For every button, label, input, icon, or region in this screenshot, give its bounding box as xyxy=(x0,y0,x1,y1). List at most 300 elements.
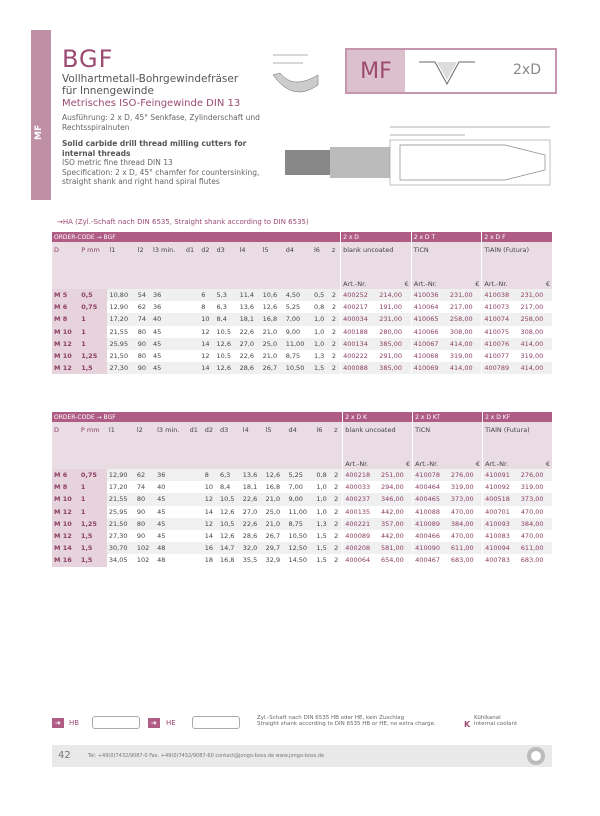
table-cell: 29,7 xyxy=(264,542,287,554)
artnr-header: Art.-Nr. xyxy=(483,458,519,469)
table-cell: 1,5 xyxy=(314,554,332,566)
table-cell: 276,00 xyxy=(519,469,552,481)
table-cell: 21,55 xyxy=(107,493,135,505)
table-cell: 40 xyxy=(155,481,188,493)
table-cell: M 6 xyxy=(52,301,79,313)
table-cell: 231,00 xyxy=(518,289,552,301)
table-cell: M 12 xyxy=(52,362,79,374)
table-cell: 442,00 xyxy=(379,530,413,542)
table-cell: 12 xyxy=(203,493,218,505)
table-cell: 1 xyxy=(79,493,107,505)
table-cell: 400089 xyxy=(343,530,379,542)
table-cell: 400088 xyxy=(341,362,378,374)
table-cell: 410088 xyxy=(413,506,449,518)
table-cell: 12,6 xyxy=(218,530,241,542)
table-cell: 10,50 xyxy=(284,362,312,374)
side-label: MF xyxy=(34,124,44,140)
table-row xyxy=(52,362,552,374)
table-cell: 90 xyxy=(136,362,151,374)
col-header: l2 xyxy=(136,242,151,278)
he-badge: ➜ xyxy=(148,718,160,728)
col-header: l1 xyxy=(107,242,135,278)
table-cell: 400222 xyxy=(341,350,378,362)
table-cell: 1,5 xyxy=(312,362,330,374)
table-cell: 400789 xyxy=(482,362,519,374)
table-cell: 1,5 xyxy=(79,554,107,566)
table-row xyxy=(52,481,552,493)
table-cell: 14 xyxy=(203,530,218,542)
table-cell: 5,25 xyxy=(284,301,312,313)
col-header: z xyxy=(330,242,341,278)
table-cell: 1 xyxy=(79,481,107,493)
table-cell: 40 xyxy=(151,313,184,325)
table-cell: 2 xyxy=(332,493,343,505)
table-cell: 45 xyxy=(151,338,184,350)
table-cell: 214,00 xyxy=(377,289,411,301)
table-cell: 14,7 xyxy=(218,542,241,554)
table-cell: 8,4 xyxy=(215,313,238,325)
price-header: € xyxy=(449,458,483,469)
table-cell: 45 xyxy=(155,506,188,518)
hb-badge: ➜ xyxy=(52,718,64,728)
table-cell: 21,0 xyxy=(261,350,284,362)
desc-en2: Specification: 2 x D, 45° chamfer for countersinking, straight shank and right hand spiral flutes xyxy=(62,167,260,186)
table-cell: 1,5 xyxy=(79,542,107,554)
hb-label: HB xyxy=(69,719,80,727)
table-row xyxy=(52,301,552,313)
table-cell: 1 xyxy=(79,506,107,518)
table-cell: M 12 xyxy=(52,338,79,350)
table-cell: 48 xyxy=(155,554,188,566)
coating-header: TiAlN (Futura) xyxy=(483,422,552,458)
he-shank-icon xyxy=(192,716,240,729)
table-cell: 21,50 xyxy=(107,518,135,530)
price-header: € xyxy=(379,458,413,469)
table-cell: 400466 xyxy=(413,530,449,542)
table-cell: 11,00 xyxy=(286,506,314,518)
table-cell: 16 xyxy=(203,542,218,554)
table-cell: 27,0 xyxy=(238,338,261,350)
table-cell: 1,0 xyxy=(314,493,332,505)
table-cell: 21,55 xyxy=(107,326,135,338)
subtitle-en: Solid carbide drill thread milling cutters for internal threads xyxy=(62,139,247,158)
table-cell: 90 xyxy=(135,506,155,518)
table-cell xyxy=(184,326,199,338)
table-cell: 258,00 xyxy=(518,313,552,325)
table-cell: 10,5 xyxy=(215,326,238,338)
artnr-header: Art.-Nr. xyxy=(341,278,378,289)
table-cell: 2 xyxy=(332,542,343,554)
table-cell: 45 xyxy=(151,326,184,338)
table-cell: 291,00 xyxy=(377,350,411,362)
col-header: l6 xyxy=(314,422,332,458)
tool-drawing xyxy=(265,115,555,210)
table-cell: M 10 xyxy=(52,518,79,530)
table-cell: 470,00 xyxy=(519,506,552,518)
table-cell: 25,0 xyxy=(261,338,284,350)
table-cell: 410091 xyxy=(483,469,519,481)
table-cell: 1,3 xyxy=(314,518,332,530)
table-cell: 231,00 xyxy=(377,313,411,325)
table-cell: 32,0 xyxy=(241,542,264,554)
price-header: € xyxy=(448,278,482,289)
table-cell: 319,00 xyxy=(448,350,482,362)
table-cell xyxy=(188,518,203,530)
table-cell: 11,4 xyxy=(238,289,261,301)
table-cell: 16,8 xyxy=(264,481,287,493)
col-header: d2 xyxy=(203,422,218,458)
table-cell: 2 xyxy=(330,313,341,325)
table-cell: 25,95 xyxy=(107,338,135,350)
table-cell: 410078 xyxy=(413,469,449,481)
table-cell: 400034 xyxy=(341,313,378,325)
table-cell: 7,00 xyxy=(286,481,314,493)
table-cell xyxy=(184,301,199,313)
table-cell: 10,5 xyxy=(218,518,241,530)
table-cell: 414,00 xyxy=(518,338,552,350)
table-cell: 26,7 xyxy=(261,362,284,374)
table-cell: 2 xyxy=(332,518,343,530)
table-cell: 45 xyxy=(155,530,188,542)
table-cell xyxy=(188,469,203,481)
col-header: d2 xyxy=(199,242,214,278)
table-cell: 27,30 xyxy=(107,362,135,374)
contact-line: Tel. +49(0)7432/9087-0 Fax. +49(0)7432/9087-60 contact@jongo-boss.de www.jongo-boss.de xyxy=(88,753,325,759)
table-cell: 2 xyxy=(330,326,341,338)
table-cell: 410073 xyxy=(482,301,519,313)
shank-legend xyxy=(52,712,552,737)
subtitle-de: Vollhartmetall-Bohrgewindefräser für Innengewinde xyxy=(62,73,239,97)
table-cell: 1 xyxy=(79,326,107,338)
mf-badge xyxy=(345,48,557,94)
table-cell: 1,5 xyxy=(314,530,332,542)
table-cell: 400134 xyxy=(341,338,378,350)
group-header: 2 x D T xyxy=(411,232,482,242)
table-cell xyxy=(184,289,199,301)
col-header: l2 xyxy=(135,422,155,458)
table-cell: M 10 xyxy=(52,493,79,505)
table-cell: 410066 xyxy=(411,326,448,338)
brand-logo-icon xyxy=(526,746,546,766)
table-cell: 294,00 xyxy=(379,481,413,493)
table-cell xyxy=(188,542,203,554)
table-cell: 62 xyxy=(135,469,155,481)
table-cell xyxy=(188,481,203,493)
table-cell: 10 xyxy=(199,313,214,325)
mf-factor: 2xD xyxy=(513,62,541,78)
table-cell: 22,6 xyxy=(241,493,264,505)
table-cell: 5,3 xyxy=(215,289,238,301)
table-cell: 400218 xyxy=(343,469,379,481)
table-cell: 21,50 xyxy=(107,350,135,362)
table-cell: 2 xyxy=(330,362,341,374)
table-row xyxy=(52,289,552,301)
table-cell: 470,00 xyxy=(449,506,483,518)
table-cell: 16,8 xyxy=(261,313,284,325)
coolant-note xyxy=(474,715,517,727)
group-header: 2 x D xyxy=(341,232,412,242)
table-cell: 470,00 xyxy=(449,530,483,542)
table-cell: 21,0 xyxy=(264,493,287,505)
table-cell: 6,3 xyxy=(215,301,238,313)
table-cell: 12,6 xyxy=(215,362,238,374)
table-cell: 400064 xyxy=(343,554,379,566)
col-header: l3 min. xyxy=(151,242,184,278)
table-cell: 191,00 xyxy=(377,301,411,313)
table-cell: 9,00 xyxy=(284,326,312,338)
table-cell: 373,00 xyxy=(519,493,552,505)
table-cell: 27,30 xyxy=(107,530,135,542)
table-cell: 410069 xyxy=(411,362,448,374)
table-cell xyxy=(184,338,199,350)
table-cell: 346,00 xyxy=(379,493,413,505)
table-row xyxy=(52,493,552,505)
table-cell: 2 xyxy=(330,289,341,301)
table-cell: 400783 xyxy=(483,554,519,566)
table-cell: 0,5 xyxy=(312,289,330,301)
table-cell: M 16 xyxy=(52,554,79,566)
table-cell xyxy=(188,506,203,518)
table-row xyxy=(52,554,552,566)
table-cell: 6 xyxy=(199,289,214,301)
table-cell: 22,6 xyxy=(241,518,264,530)
table-cell: 90 xyxy=(135,530,155,542)
table-cell: 385,00 xyxy=(377,338,411,350)
artnr-header: Art.-Nr. xyxy=(411,278,448,289)
group-header: 2 x D KT xyxy=(413,412,483,422)
table-cell: 683,00 xyxy=(519,554,552,566)
table-cell: 12 xyxy=(199,350,214,362)
order-code: ORDER-CODE → BGF xyxy=(52,232,341,242)
table-cell: 74 xyxy=(135,481,155,493)
table-cell: M 10 xyxy=(52,350,79,362)
hb-shank-icon xyxy=(92,716,140,729)
table-cell: 1 xyxy=(79,338,107,350)
table-cell: 1,0 xyxy=(314,481,332,493)
table-cell: 10,50 xyxy=(286,530,314,542)
table-cell: 410064 xyxy=(411,301,448,313)
table-cell: 102 xyxy=(135,554,155,566)
table-cell: 35,5 xyxy=(241,554,264,566)
table-cell: 0,8 xyxy=(314,469,332,481)
table-cell: 2 xyxy=(330,350,341,362)
table-cell: 17,20 xyxy=(107,313,135,325)
table-cell: 2 xyxy=(332,506,343,518)
table-row xyxy=(52,350,552,362)
table-cell: 217,00 xyxy=(448,301,482,313)
table-cell: M 14 xyxy=(52,542,79,554)
col-header: l4 xyxy=(238,242,261,278)
table-cell: 12,50 xyxy=(286,542,314,554)
table-cell: 400701 xyxy=(483,506,519,518)
table-cell: 8,4 xyxy=(218,481,241,493)
table-cell: 400217 xyxy=(341,301,378,313)
table-cell: 11,00 xyxy=(284,338,312,350)
col-header: d4 xyxy=(284,242,312,278)
table-cell: 16,8 xyxy=(218,554,241,566)
table-cell: 1,0 xyxy=(314,506,332,518)
table-cell: 400465 xyxy=(413,493,449,505)
coating-header: TiCN xyxy=(413,422,483,458)
table-cell: 414,00 xyxy=(448,338,482,350)
coolant-en: internal coolant xyxy=(474,721,518,727)
table-cell: 80 xyxy=(135,518,155,530)
table-cell: 13,6 xyxy=(241,469,264,481)
table-cell: 5,25 xyxy=(286,469,314,481)
table-cell: 410093 xyxy=(483,518,519,530)
table-cell: 400467 xyxy=(413,554,449,566)
table-cell: 0,5 xyxy=(79,289,107,301)
table-cell: 357,00 xyxy=(379,518,413,530)
group-header: 2 x D KF xyxy=(483,412,552,422)
table-cell: 410089 xyxy=(413,518,449,530)
col-header: D xyxy=(52,242,79,278)
table-cell: 14,50 xyxy=(286,554,314,566)
mf-label: MF xyxy=(347,50,405,92)
table-row xyxy=(52,530,552,542)
table-row xyxy=(52,326,552,338)
table-cell: 30,70 xyxy=(107,542,135,554)
table-cell: 34,05 xyxy=(107,554,135,566)
table-cell: 6,3 xyxy=(218,469,241,481)
table-cell: 410077 xyxy=(482,350,519,362)
table-cell: M 8 xyxy=(52,481,79,493)
col-header: D xyxy=(52,422,79,458)
table-cell: 410038 xyxy=(482,289,519,301)
table-cell: 26,7 xyxy=(264,530,287,542)
table-cell: 12,6 xyxy=(218,506,241,518)
table-cell: 280,00 xyxy=(377,326,411,338)
group-header: 2 x D K xyxy=(343,412,413,422)
k-label: K xyxy=(464,720,471,729)
table-cell: 1,25 xyxy=(79,350,107,362)
table-cell: 611,00 xyxy=(449,542,483,554)
table-cell: 8 xyxy=(203,469,218,481)
price-header: € xyxy=(518,278,552,289)
table-cell: M 12 xyxy=(52,506,79,518)
table-cell: 410076 xyxy=(482,338,519,350)
table-cell: 2 xyxy=(332,469,343,481)
table-cell: 7,00 xyxy=(284,313,312,325)
table-cell: 1 xyxy=(79,313,107,325)
col-header: l1 xyxy=(107,422,135,458)
table-cell: 2 xyxy=(332,530,343,542)
thread-profile-icon xyxy=(417,54,477,90)
table-cell: 18,1 xyxy=(241,481,264,493)
table-2xdk xyxy=(52,412,552,567)
coating-header: TiAlN (Futura) xyxy=(482,242,552,278)
table-cell: 14 xyxy=(203,506,218,518)
table-cell: 17,20 xyxy=(107,481,135,493)
table-row xyxy=(52,542,552,554)
table-cell: 90 xyxy=(136,338,151,350)
table-cell: 36 xyxy=(151,301,184,313)
table-cell: 80 xyxy=(136,326,151,338)
table-cell: 217,00 xyxy=(518,301,552,313)
coating-header: TiCN xyxy=(411,242,482,278)
table-cell: 45 xyxy=(151,362,184,374)
table-cell: 14 xyxy=(199,338,214,350)
coating-header: blank uncoated xyxy=(341,242,412,278)
table-cell: 14 xyxy=(199,362,214,374)
footer-note-de: Zyl.-Schaft nach DIN 6535 HB oder HE, kein Zuschlag xyxy=(257,715,405,721)
table-row xyxy=(52,338,552,350)
table-cell: 21,0 xyxy=(261,326,284,338)
table-cell: M 8 xyxy=(52,313,79,325)
table-cell: 18 xyxy=(203,554,218,566)
table-cell: 400237 xyxy=(343,493,379,505)
table-cell: 581,00 xyxy=(379,542,413,554)
table-cell: 45 xyxy=(155,518,188,530)
table-cell: 18,1 xyxy=(238,313,261,325)
col-header: l4 xyxy=(241,422,264,458)
table-cell: 384,00 xyxy=(449,518,483,530)
col-header: d3 xyxy=(218,422,241,458)
col-header: d3 xyxy=(215,242,238,278)
table-cell: 1,0 xyxy=(312,338,330,350)
table-cell: 470,00 xyxy=(519,530,552,542)
footer-bar xyxy=(52,745,552,767)
table-cell: 45 xyxy=(151,350,184,362)
table-cell: 10,6 xyxy=(261,289,284,301)
table-row xyxy=(52,506,552,518)
table-cell: 683,00 xyxy=(449,554,483,566)
table-cell: 410083 xyxy=(483,530,519,542)
table-cell: 373,00 xyxy=(449,493,483,505)
table-cell: 28,6 xyxy=(241,530,264,542)
footer-note-en: Straight shank according to DIN 6535 HB or HE, no extra charge. xyxy=(257,721,436,727)
table-cell: M 10 xyxy=(52,326,79,338)
table-cell: 10,5 xyxy=(218,493,241,505)
table-cell: 12 xyxy=(199,326,214,338)
text-en xyxy=(62,139,262,187)
desc-en1: ISO metric fine thread DIN 13 xyxy=(62,158,173,167)
col-header: z xyxy=(332,422,343,458)
table-cell: 410075 xyxy=(482,326,519,338)
he-label: HE xyxy=(166,719,176,727)
col-header: l5 xyxy=(261,242,284,278)
footer-note xyxy=(257,715,436,727)
table-cell: 32,9 xyxy=(264,554,287,566)
table-cell: 400518 xyxy=(483,493,519,505)
table-cell: 10,80 xyxy=(107,289,135,301)
table-row xyxy=(52,469,552,481)
price-header: € xyxy=(377,278,411,289)
col-header: d4 xyxy=(286,422,314,458)
table-row xyxy=(52,313,552,325)
table-cell: 12,6 xyxy=(264,469,287,481)
order-code: ORDER-CODE → BGF xyxy=(52,412,343,422)
table-cell: 4,50 xyxy=(284,289,312,301)
table-cell: 385,00 xyxy=(377,362,411,374)
coolant-de: Kühlkanal xyxy=(474,715,501,721)
table-cell: 0,75 xyxy=(79,301,107,313)
table-cell: 12,90 xyxy=(107,301,135,313)
table-cell: 319,00 xyxy=(449,481,483,493)
table-cell: 258,00 xyxy=(448,313,482,325)
table-cell: 12,90 xyxy=(107,469,135,481)
artnr-header: Art.-Nr. xyxy=(343,458,379,469)
desc-de: Ausführung: 2 x D, 45° Senkfase, Zylinderschaft und Rechtsspiralnuten xyxy=(62,113,260,132)
col-header: l6 xyxy=(312,242,330,278)
table-cell: 8,75 xyxy=(284,350,312,362)
table-cell: 12 xyxy=(203,518,218,530)
table-cell: 22,6 xyxy=(238,326,261,338)
table-cell: 400221 xyxy=(343,518,379,530)
table-cell: 12,6 xyxy=(261,301,284,313)
table-cell: 1,3 xyxy=(312,350,330,362)
coating-header: blank uncoated xyxy=(343,422,413,458)
